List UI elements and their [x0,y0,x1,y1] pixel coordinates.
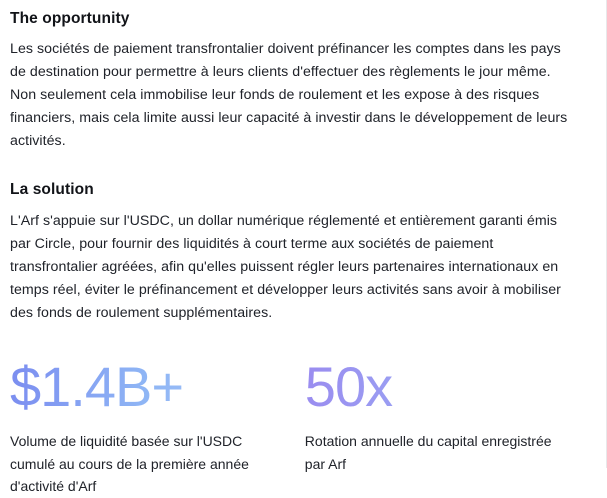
stat-value-liquidity-volume: $1.4B+ [10,358,295,416]
stat-caption-liquidity-volume: Volume de liquidité basée sur l'USDC cumulé au cours de la première année d'activité d'Arf [10,433,249,494]
statistics-row [10,355,573,498]
section-paragraph-opportunity: Les sociétés de paiement transfrontalier doivent préfinancer les comptes dans les pays de destination pour permettre à leurs clients d'effectuer des règlements le jour même. Non seulement cela immobilise leur fonds de roulement et les expose à des risques financiers, mais cela limite aussi leur capacité à investir dans le développement de leurs activités. [10,41,568,149]
stat-block-capital-turnover [304,355,573,498]
section-opportunity [10,10,573,153]
stat-block-liquidity-volume [10,355,305,498]
section-solution [10,181,573,325]
section-paragraph-solution: L'Arf s'appuie sur l'USDC, un dollar numérique réglementé et entièrement garanti émis par Circle, pour fournir des liquidités à court terme aux sociétés de paiement transfrontalier agréées, afin qu'elles puissent régler leurs partenaires internationaux en temps réel, éviter le préfinancement et développer leurs activités sans avoir à mobiliser des fonds de roulement supplémentaires. [10,213,561,321]
section-heading-opportunity: The opportunity [10,10,130,27]
stat-value-capital-turnover: 50x [305,358,573,416]
stat-caption-capital-turnover: Rotation annuelle du capital enregistrée par Arf [304,433,552,472]
section-heading-solution: La solution [10,181,94,198]
